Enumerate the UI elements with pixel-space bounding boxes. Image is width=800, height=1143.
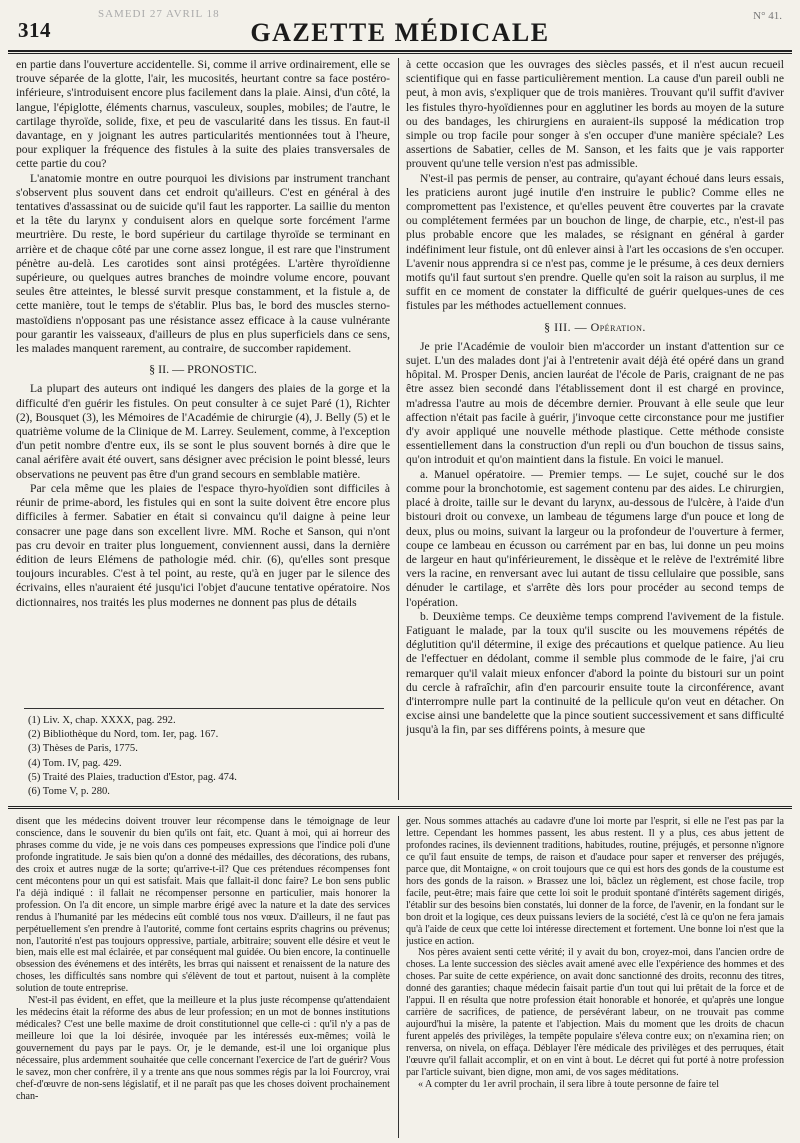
feuilleton-right-column (406, 816, 784, 1140)
paragraph: à cette occasion que les ouvrages des siècles passés, et il n'est aucun recueil scientifique qui en fasse particulièrement mention. La cause d'un pareil oubli ne peut, à mon avis, s'expliquer que de trois manières. Trouvant qu'il suffit d'aviver les fistules thyro-hyoïdiennes pour en agglutiner les bords au moyen de la suture ou des bandages, les chirurgiens en auraient-ils supposé la médication trop simple ou trop facile pour songer à s'en occuper d'une manière spéciale? Les assertions de Sabatier, celles de M. Sanson, et les faits que je vais rapporter prouvent qu'une telle version n'est pas admissible. (406, 58, 784, 171)
left-column-top (16, 58, 390, 703)
section-heading-operation: § III. — Opération. (544, 319, 646, 334)
footnote: (3) Thèses de Paris, 1775. (28, 743, 138, 755)
issue-number: N° 41. (753, 10, 782, 22)
footnote: (2) Bibliothèque du Nord, tom. Ier, pag. 167. (28, 729, 219, 741)
header-rule (8, 50, 792, 52)
header-rule-thin (8, 53, 792, 54)
feuilleton-left-column (16, 816, 390, 1140)
feuilleton-rule (8, 806, 792, 807)
feuilleton-column-divider (398, 816, 399, 1138)
paragraph: ger. Nous sommes attachés au cadavre d'une loi morte par l'esprit, si elle ne l'est pas par la lettre. Cependant les hommes passent, les abus restent. Il y a plus, ces abus jettent de profondes racines, ils deviennent traditions, habitudes, routine, préjugés, et personne n'ignore ce qu'il faut ensuite de temps, de raison et d'audace pour saper et renverser des préjugés, parce que, dit Montaigne, « on croit toujours que ce qui est hors des gonds de la coustume est hors des gonds de la raison. » Brassez une loi, bâclez un règlement, est chose facile, trop facile, peut-être; mais faire que cette loi soit le produit spontané d'intérêts sagement dirigés, l'établir sur des besoins bien constatés, lui donner de la force, de l'avenir, en la fondant sur le bon droit et la logique, ces deux puissans leviers de la société, c'est là ce qu'on ne fera jamais qu'à l'aide de ceux que cette loi intéresse directement et fortement. Une bonne loi n'est que la justice en action. (406, 816, 784, 947)
page-header (8, 4, 792, 48)
footnotes (28, 714, 388, 799)
feuilleton-rule-second (8, 808, 792, 809)
paragraph: N'est-il pas permis de penser, au contraire, qu'ayant échoué dans leurs essais, les praticiens auront jugé inutile d'en instruire le public? Comme elles ne compromettent pas l'existence, et qu'elles peuvent être couvertes par la cravate ou complétement fermées par un bouchon de linge, de charpie, etc., n'est-il pas plus probable encore que les malades, se résignant en général à garder indéfiniment leur fistule, ont dû enlever ainsi à l'art les occasions de s'en occuper. L'avenir nous apprendra si ce n'est pas, comme je le présume, à ces deux derniers motifs qu'il faut surtout s'en prendre. Quelle qu'en soit la raison au surplus, il me suffit en ce moment de constater la difficulté de guérir quelques-unes de ces fistules par les méthodes actuellement connues. (406, 171, 784, 313)
paragraph: a. Manuel opératoire. — Premier temps. — Le sujet, couché sur le dos comme pour la bronchotomie, est sagement contenu par des aides. Le chirurgien, placé à droite, taille sur le devant du larynx, au-dessous de l'ulcère, à l'aide d'un bistouri droit ou convexe, un lambeau de tégumens large d'un pouce et long de deux, plus ou moins, suivant la largeur ou la profondeur de l'ouverture à fermer, coupe ce lambeau en écusson ou carrément par en bas, lui donne un peu moins de largeur en haut qu'inférieurement, le dissèque et le relève de l'extrémité libre vers la racine, en renversant avec lui autant de tissu cellulaire que possible, sans dénuder le cartilage, et s'arrête dès lors pour procéder au second temps de l'opération. (406, 467, 784, 609)
paragraph: b. Deuxième temps. Ce deuxième temps comprend l'avivement de la fistule. Fatiguant le malade, par la toux qu'il suscite ou les mouvemens répétés de déglutition qu'il détermine, il exige des précautions et quelque patience. Au lieu de l'effectuer en dédolant, comme il semble plus commode de le faire, j'ai cru remarquer qu'il valait mieux enfoncer d'abord la pointe du bistouri sur un point du cercle à rafraîchir, afin d'en parcourir ensuite toute la circonférence, avant d'interrompre nulle part la continuité de la pellicule qu'on veut en détacher. On excise ainsi une bandelette que la pince soutient successivement et sans difficulté jusqu'à la fin, par ses différens points, à mesure que (406, 609, 784, 737)
paragraph: « A compter du 1er avril prochain, il sera libre à toute personne de faire tel (418, 1078, 720, 1090)
paragraph: Nos pères avaient senti cette vérité; il y avait du bon, croyez-moi, dans l'ancien ordre de choses. La lente succession des siècles avait amené avec elle l'expérience des hommes et des choses. Par suite de cette expérience, on avait donc sanctionné des droits, reconnu des titres, donné des garanties; chaque médecin faisait partie d'un tout qui lui prêtait de la force et de l'appui. Il en résulta que notre profession était honorable et honorée, et qu'après une longue carrière de sacrifices, de patience, de persévérant labeur, on ne trouvait pas comme aujourd'hui la misère, la patente et l'abjection. Mais du moment que les droits de chacun furent appelés des privilèges, la tempête populaire s'éleva contre eux; on n'examina rien; on renversa, on nivela, on effaça. Déblayer l'ère médicale des privilèges et des perruques, était l'œuvre qu'il fallait accomplir, et on en vint à bout. Le décret qui fut porté à notre profession par l'article suivant, bien digne, mon ami, de vos sages méditations. (406, 947, 784, 1079)
paragraph: disent que les médecins doivent trouver leur récompense dans le témoignage de leur conscience, dans le souvenir du bien qu'ils ont fait, etc. Quant à moi, qui ai horreur des phrases comme du vide, je ne vois dans ces pompeuses expressions que l'indice poli d'une profonde ingratitude. Je sais bien qu'on a donné des médailles, des décorations, des rubans, des croix et autres nugæ de la sorte; qu'arrive-t-il? Que ces prétendues récompenses font cent mécontens pour un qui est satisfait. Mais que fallait-il donc faire? Le bon sens public l'a déjà indiqué : il fallait ne récompenser personne en particulier, mais honorer la profession. On l'a dit encore, un simple marbre érigé avec la nature et la date des services rendus à l'humanité par les médecins eût comblé tous nos vœux. D'ailleurs, il ne faut pas perpétuellement s'en prendre à l'autorité, comme font certains esprits chagrins ou prévenus; non, l'autorité n'est pas toujours oppressive, partiale, arbitraire; souvent elle désire et veut le bien, mais elle est mal éclairée, et par conséquent mal guidée. Ou bien encore, la continuelle obsession des événemens et des intérêts, les brras qui naissent et renaissent de la nature des choses, les difficultés sans nombre qui s'élèvent de tout et partout, nuisent à la complète solution de toute entreprise. (16, 816, 390, 995)
right-column-top (406, 58, 784, 802)
journal-title: GAZETTE MÉDICALE (250, 18, 550, 47)
bleed-through-date: SAMEDI 27 AVRIL 18 (98, 8, 220, 20)
paragraph: Je prie l'Académie de vouloir bien m'accorder un instant d'attention sur ce sujet. L'un des malades dont j'ai à l'entretenir avait déjà été opéré dans un grand hôpital. M. Prosper Denis, ancien lauréat de l'école de Paris, craignant de ne pas être assez bien secondé dans l'établissement dont il est chargé en province, m'adressa l'autre au mois de décembre dernier. Prouvant à elle seule que leur affection n'était pas facile à guérir, j'invoque cette circonstance pour me justifier d'y avoir appliqué une nouvelle méthode plastique. Cette méthode consiste essentiellement dans la construction d'un repli ou d'un bouchon de tissus sains, qu'on introduit et qu'on maintient dans la fistule. En voici le manuel. (406, 339, 784, 467)
paragraph: N'est-il pas évident, en effet, que la meilleure et la plus juste récompense qu'attendaient les médecins était la réforme des abus de leur profession; en un mot de bonnes institutions médicales? C'est une belle maxime de droit constitutionnel que celle-ci : qu'il n'y a pas de meilleure loi que la loi désirée, invoquée par les intéressés eux-mêmes; voilà le gouvernement du pays par le pays. Or, je le demande, est-il une loi organique plus nécessaire, plus ardemment souhaitée que celle concernant l'exercice de l'art de guérir? Vous le savez, mon cher confrère, il y a trente ans que nous sommes régis par la loi Fourcroy, vrai chef-d'œuvre de non-sens législatif, et il ne paraît pas que les choses doivent prochainement chan- (16, 995, 390, 1102)
footnote: (6) Tome V, p. 280. (28, 786, 110, 798)
section-heading-pronostic: § II. — PRONOSTIC. (149, 362, 257, 377)
footnote: (1) Liv. X, chap. XXXX, pag. 292. (28, 715, 176, 726)
paragraph: en partie dans l'ouverture accidentelle. Si, comme il arrive ordinairement, elle se trouve séparée de la glotte, l'air, les mucosités, heurtant contre sa face postéro-inférieure, s'introduisent encore plus facilement dans la plaie. Ainsi, d'un côté, la langue, l'épiglotte, éléments charnus, vasculeux, souples, mobiles; de l'autre, le cartilage thyroïde, solide, fixe, et peu de vascularité dans les tissus. En faut-il davantage, en y joignant les autres particularités mentionnées tout à l'heure, pour expliquer la fréquence des fistules à la suite des plaies transversales de cette partie du cou? (16, 58, 390, 171)
footnote: (5) Traité des Plaies, traduction d'Estor, pag. 474. (28, 771, 237, 783)
paragraph: Par cela même que les plaies de l'espace thyro-hyoïdien sont difficiles à réunir de prime-abord, les fistules qui en sont la suite doivent être encore plus difficiles à fermer. Sabatier en était si convaincu qu'il daigne à peine leur consacrer une page dans son excellent livre. MM. Roche et Sanson, qui n'ont pas cru devoir en traiter plus longuement, conviennent aussi, dans la dernière édition de leurs Elémens de pathologie méd. chir. (6), qu'elles sont presque toujours incurables. C'est à tel point, au reste, qu'à en juger par le silence des écrivains, elles n'auraient été jusqu'ici l'objet d'aucune tentative opératoire. Nos dictionnaires, nos traités les plus modernes ne donnent pas plus de détails (16, 481, 390, 609)
page-number: 314 (18, 18, 51, 42)
paragraph: L'anatomie montre en outre pourquoi les divisions par instrument tranchant s'observent plus souvent dans cet endroit qu'ailleurs. C'est en général à des tentatives d'assassinat ou de suicide qu'il faut les rapporter. La saillie du menton et la tête du larynx y conduisent alors en quelque sorte forcément l'arme meurtrière. Du reste, le bord supérieur du cartilage thyroïde se terminant en arrière et de chaque côté par une corne assez longue, il est rare que l'instrument pénètre au-delà. Les carotides sont ainsi protégées. L'artère thyroïdienne supérieure, ou quelques autres branches de moindre volume encore, pouvant seules être atteintes, le blessé survit presque constamment, et la fistule a, de cette manière, tout le temps de s'établir. Plus bas, le bord des muscles sterno-mastoïdiens n'opposant pas une résistance assez efficace à la cause vulnérante pour garantir les vaisseaux, d'ailleurs de plus en plus superficiels dans ce sens, les malades manquent rarement, au contraire, de succomber rapidement. (16, 171, 390, 356)
column-divider (398, 58, 399, 800)
paragraph: La plupart des auteurs ont indiqué les dangers des plaies de la gorge et la difficulté d'en guérir les fistules. On peut consulter à ce sujet Paré (1), Richter (2), Bousquet (3), les Mémoires de l'Académie de chirurgie (4), J. Belly (5) et le quatrième volume de la Clinique de M. Larrey. Seulement, comme, à l'exception d'un petit nombre d'entre eux, ils se sont le plus souvent bornés à dire que le canal aérifère avait été ouvert, sans désigner avec précision le point blessé, leurs observations ne peuvent pas être d'un grand secours en semblable matière. (16, 382, 390, 481)
footnote: (4) Tom. IV, pag. 429. (28, 757, 122, 769)
footnote-rule (24, 708, 384, 709)
